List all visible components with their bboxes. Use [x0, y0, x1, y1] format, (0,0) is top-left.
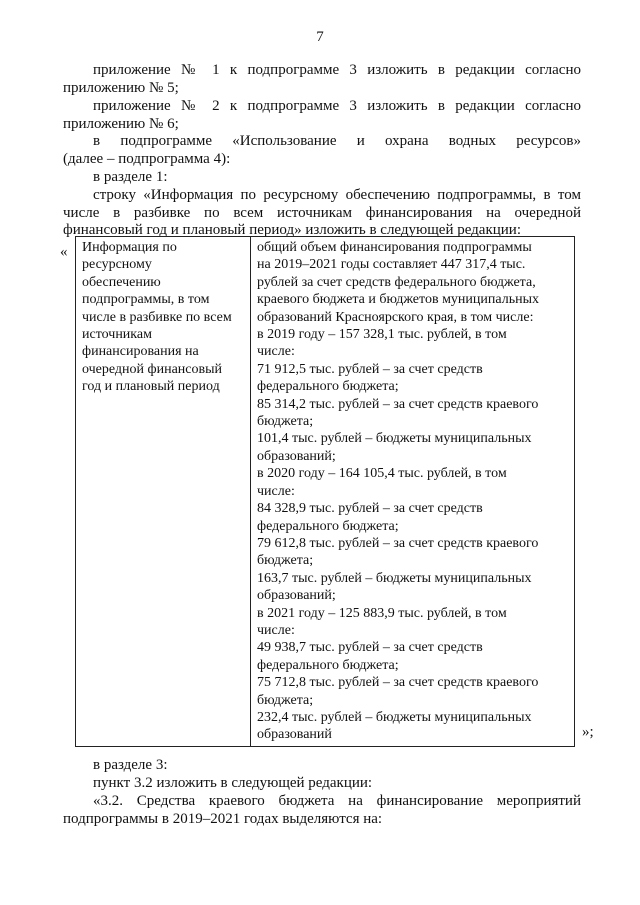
para1-line1: приложение № 1 к подпрограмме 3 изложить в редакции согласно — [93, 62, 581, 78]
table-right-line: в 2019 году – 157 328,1 тыс. рублей, в том — [257, 327, 507, 343]
table-right-line: 71 912,5 тыс. рублей – за счет средств — [257, 361, 483, 377]
table-left-line: очередной финансовый — [82, 361, 223, 377]
table-right-line: 49 938,7 тыс. рублей – за счет средств — [257, 640, 483, 656]
table-right-line: бюджета; — [257, 414, 314, 430]
para2-line1: приложение № 2 к подпрограмме 3 изложить в редакции согласно — [93, 98, 581, 114]
section1-heading: в разделе 1: — [93, 169, 168, 185]
table-right-line: в 2020 году – 164 105,4 тыс. рублей, в том — [257, 466, 507, 482]
table-left-line: подпрограммы, в том — [82, 292, 210, 308]
table-left-line: обеспечению — [82, 274, 161, 290]
table-right-line: образований; — [257, 448, 336, 464]
para4-line2: числе в разбивке по всем источникам финансирования на очередной — [63, 205, 581, 221]
table-right-line: федерального бюджета; — [257, 657, 399, 673]
table-right-cell — [251, 237, 575, 747]
para2-line2: приложению № 6; — [63, 116, 179, 132]
table-right-line: 79 612,8 тыс. рублей – за счет средств краевого — [257, 535, 539, 551]
table-right-line: числе: — [257, 483, 295, 499]
table-right-line: 232,4 тыс. рублей – бюджеты муниципальных — [257, 709, 532, 725]
table-right-line: числе: — [257, 344, 295, 360]
table-right-line: бюджета; — [257, 553, 314, 569]
table-right-line: образований; — [257, 588, 336, 604]
table-left-line: Информация по — [82, 240, 177, 255]
table-right-line: в 2021 году – 125 883,9 тыс. рублей, в том — [257, 605, 507, 621]
para4-line3: финансовый год и плановый период» изложить в следующей редакции: — [63, 222, 522, 238]
para1-line2: приложению № 5; — [63, 80, 179, 96]
table-row — [76, 237, 575, 747]
table-right-line: числе: — [257, 622, 295, 638]
table-right-line: 75 712,8 тыс. рублей – за счет средств краевого — [257, 675, 539, 691]
table-left-line: числе в разбивке по всем — [82, 309, 232, 325]
table-right-line: на 2019–2021 годы составляет 447 317,4 тыс. — [257, 257, 526, 273]
para6-line2: подпрограммы в 2019–2021 годах выделяются на: — [63, 811, 383, 827]
table-left-line: год и плановый период — [82, 379, 220, 395]
table-right-line: рублей за счет средств федерального бюджета, — [257, 274, 536, 290]
resource-table — [75, 236, 575, 747]
table-right-line: образований Красноярского края, в том числе: — [257, 309, 534, 325]
section3-heading: в разделе 3: — [93, 757, 168, 773]
para4-line1: строку «Информация по ресурсному обеспечению подпрограммы, в том — [93, 187, 581, 203]
table-right-line: краевого бюджета и бюджетов муниципальных — [257, 292, 539, 308]
page-number: 7 — [316, 29, 324, 45]
table-left-line: ресурсному — [82, 257, 152, 273]
para3-line2: (далее – подпрограмма 4): — [63, 151, 231, 167]
table-right-line: федерального бюджета; — [257, 518, 399, 534]
table-right-line: общий объем финансирования подпрограммы — [257, 240, 532, 255]
opening-quote: « — [60, 244, 68, 260]
para6-line1: «3.2. Средства краевого бюджета на финансирование мероприятий — [93, 793, 581, 809]
table-right-line: федерального бюджета; — [257, 379, 399, 395]
para3-line1: в подпрограмме «Использование и охрана водных ресурсов» — [93, 133, 581, 149]
closing-quote: »; — [582, 724, 594, 740]
table-left-line: финансирования на — [82, 344, 199, 360]
table-right-line: 163,7 тыс. рублей – бюджеты муниципальных — [257, 570, 532, 586]
table-left-line: источникам — [82, 327, 152, 343]
table-right-line: образований — [257, 727, 332, 743]
table-right-line: 85 314,2 тыс. рублей – за счет средств краевого — [257, 396, 539, 412]
table-right-line: 84 328,9 тыс. рублей – за счет средств — [257, 501, 483, 517]
table-left-cell — [76, 237, 251, 747]
para5: пункт 3.2 изложить в следующей редакции: — [93, 775, 373, 791]
table-right-line: 101,4 тыс. рублей – бюджеты муниципальных — [257, 431, 532, 447]
table-right-line: бюджета; — [257, 692, 314, 708]
